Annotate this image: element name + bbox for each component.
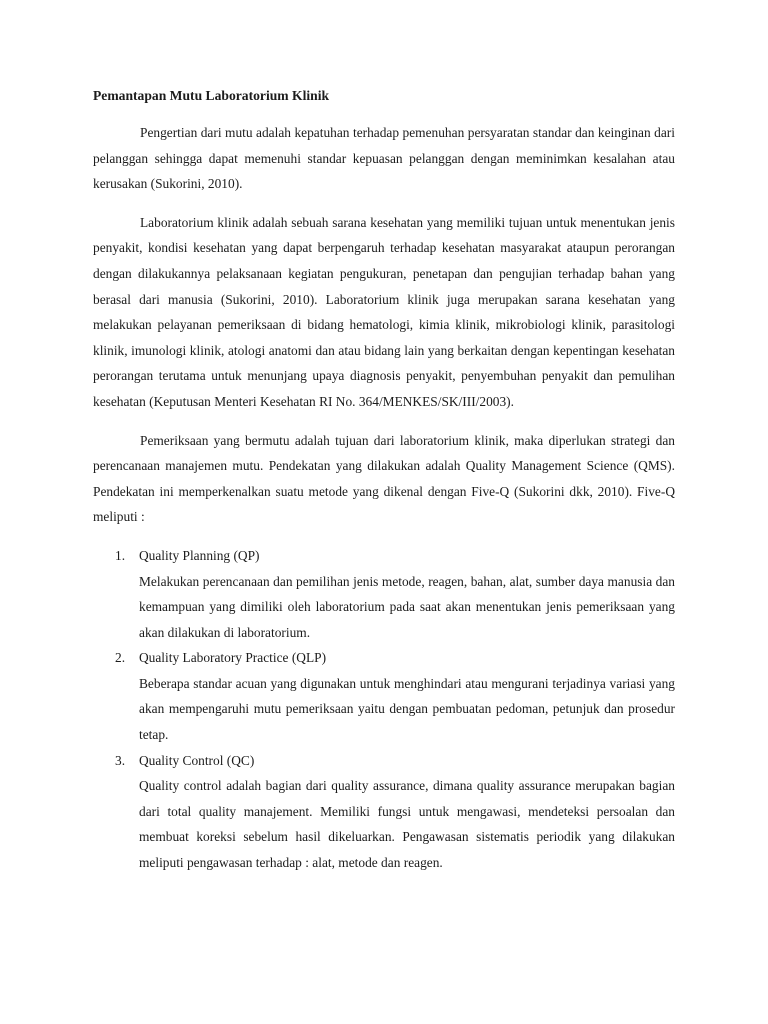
list-item: [93, 748, 675, 876]
paragraph-five-q: Pemeriksaan yang bermutu adalah tujuan dari laboratorium klinik, maka diperlukan strategi dan perencanaan manajemen mutu. Pendekatan yang dilakukan adalah Quality Management Science (QMS). Pendekatan ini memperkenalkan suatu metode yang dikenal dengan Five-Q (Sukorini dkk, 2010). Five-Q meliputi :: [93, 432, 675, 525]
list-item-title: Quality Planning (QP): [139, 547, 260, 563]
list-item-title: Quality Laboratory Practice (QLP): [139, 650, 327, 666]
list-item-body: Beberapa standar acuan yang digunakan untuk menghindari atau mengurani terjadinya variasi yang akan mempengaruhi mutu pemeriksaan yaitu dengan pembuatan pedoman, petunjuk dan prosedur tetap.: [139, 675, 675, 743]
list-item-number: 2.: [115, 650, 126, 666]
list-item: [93, 543, 675, 645]
five-q-list: [93, 543, 675, 876]
paragraph-mutu: Pengertian dari mutu adalah kepatuhan terhadap pemenuhan persyaratan standar dan keinginan dari pelanggan sehingga dapat memenuhi standar kepuasan pelanggan dengan meminimkan kesalahan atau kerusakan (Sukorini, 2010).: [93, 125, 675, 192]
list-item-body: Melakukan perencanaan dan pemilihan jenis metode, reagen, bahan, alat, sumber daya manusia dan kemampuan yang dimiliki oleh laboratorium pada saat akan menentukan jenis pemeriksaan yang akan dilakukan di laboratorium.: [139, 573, 675, 640]
list-item-title: Quality Control (QC): [139, 752, 255, 768]
document-title: Pemantapan Mutu Laboratorium Klinik: [93, 88, 330, 103]
list-item-body: Quality control adalah bagian dari quality assurance, dimana quality assurance merupakan bagian dari total quality manajement. Memiliki fungsi untuk mengawasi, mendeteksi persoalan dan membuat koreksi sebelum hasil dikeluarkan. Pengawasan sistematis periodik yang dilakukan meliputi pengawasan terhadap : alat, metode dan reagen.: [139, 778, 675, 871]
paragraph-laboratorium-klinik: Laboratorium klinik adalah sebuah sarana kesehatan yang memiliki tujuan untuk menentukan jenis penyakit, kondisi kesehatan yang dapat berpengaruh terhadap kesehatan masyarakat ataupun perorangan dengan dilakukannya pelaksanaan kegiatan pengukuran, penetapan dan pengujian terhadap bahan yang berasal dari manusia (Sukorini, 2010). Laboratorium klinik juga merupakan sarana kesehatan yang melakukan pelayanan pemeriksaan di bidang hematologi, kimia klinik, mikrobiologi klinik, parasitologi klinik, imunologi klinik, atologi anatomi dan atau bidang lain yang berkaitan dengan kepentingan kesehatan perorangan terutama untuk menunjang upaya diagnosis penyakit, penyembuhan penyakit dan pemulihan kesehatan (Keputusan Menteri Kesehatan RI No. 364/MENKES/SK/III/2003).: [93, 214, 675, 409]
list-item: [93, 645, 675, 747]
list-item-number: 3.: [115, 752, 126, 768]
list-item-number: 1.: [115, 547, 126, 563]
